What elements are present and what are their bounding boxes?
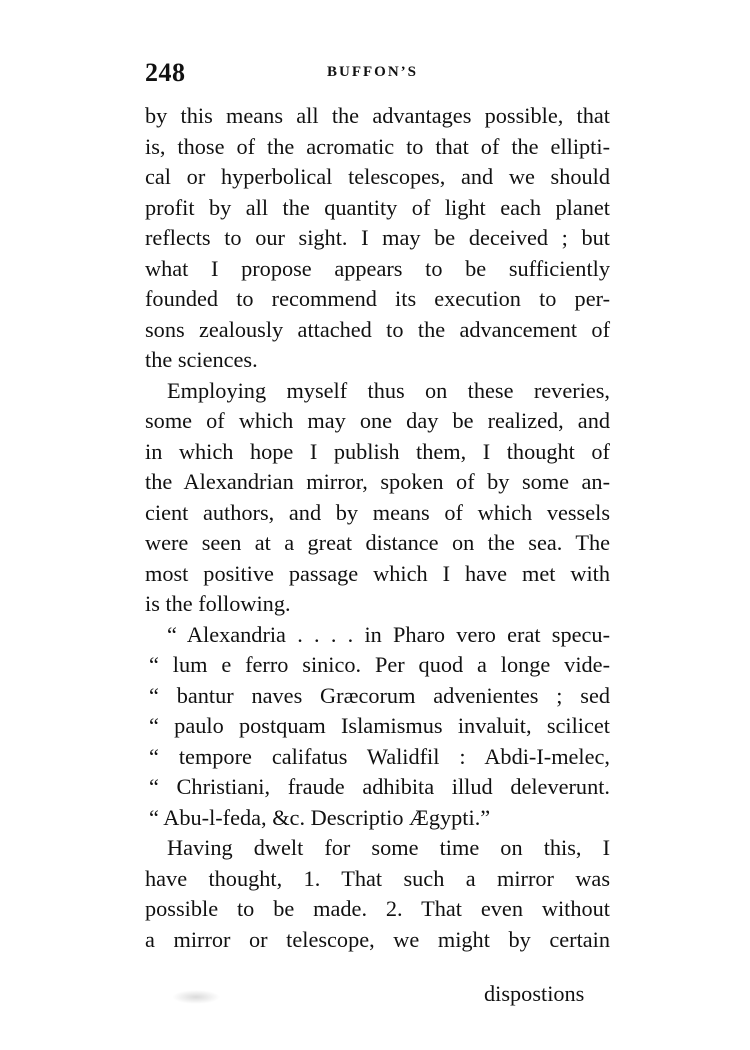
text-line: in which hope I publish them, I thought of bbox=[145, 438, 610, 464]
text-line: is the following. bbox=[145, 591, 291, 616]
quote-line: “ Abu-l-feda, &c. Descriptio Ægypti.” bbox=[149, 804, 491, 830]
text-line: cient authors, and by means of which vessels bbox=[145, 499, 610, 525]
quote-line: “ bantur naves Græcorum advenientes ; sed bbox=[149, 682, 610, 708]
body-text bbox=[145, 101, 610, 955]
ink-smudge bbox=[172, 990, 220, 1004]
text-line: what I propose appears to be sufficiently bbox=[145, 255, 610, 281]
text-line: possible to be made. 2. That even without bbox=[145, 896, 610, 921]
paragraph-4 bbox=[145, 833, 610, 955]
quote-line: “ paulo postquam Islamismus invaluit, scilicet bbox=[149, 713, 610, 738]
text-line: the sciences. bbox=[145, 347, 258, 372]
text-line: some of which may one day be realized, and bbox=[145, 408, 610, 433]
paragraph-1 bbox=[145, 101, 610, 376]
running-title: BUFFON’S bbox=[327, 64, 418, 80]
text-line: sons zealously attached to the advancement of bbox=[145, 316, 610, 342]
quote-line: “ tempore califatus Walidfil : Abdi-I-melec, bbox=[149, 743, 610, 769]
latin-quotation bbox=[145, 620, 610, 834]
text-line: is, those of the acromatic to that of the ellipti- bbox=[145, 133, 610, 159]
quote-line: “ Christiani, fraude adhibita illud deleverunt. bbox=[149, 774, 610, 799]
text-line: Having dwelt for some time on this, I bbox=[167, 835, 610, 860]
text-line: Employing myself thus on these reveries, bbox=[167, 377, 610, 403]
text-line: a mirror or telescope, we might by certain bbox=[145, 926, 610, 952]
text-line: the Alexandrian mirror, spoken of by some an- bbox=[145, 469, 610, 494]
text-line: reflects to our sight. I may be deceived ; but bbox=[145, 225, 610, 250]
page-number: 248 bbox=[145, 58, 186, 87]
text-line: most positive passage which I have met with bbox=[145, 560, 610, 586]
quote-line: “ Alexandria . . . . in Pharo vero erat specu- bbox=[167, 621, 610, 647]
running-head bbox=[145, 58, 610, 92]
text-line: have thought, 1. That such a mirror was bbox=[145, 865, 610, 891]
text-line: profit by all the quantity of light each planet bbox=[145, 194, 610, 220]
paragraph-2 bbox=[145, 376, 610, 620]
text-line: founded to recommend its execution to per- bbox=[145, 286, 610, 311]
text-line: cal or hyperbolical telescopes, and we should bbox=[145, 164, 610, 189]
quote-line: “ lum e ferro sinico. Per quod a longe vide- bbox=[149, 652, 610, 677]
text-line: by this means all the advantages possible, that bbox=[145, 103, 610, 128]
catchword: dispostions bbox=[484, 981, 585, 1006]
text-line: were seen at a great distance on the sea. The bbox=[145, 530, 610, 555]
